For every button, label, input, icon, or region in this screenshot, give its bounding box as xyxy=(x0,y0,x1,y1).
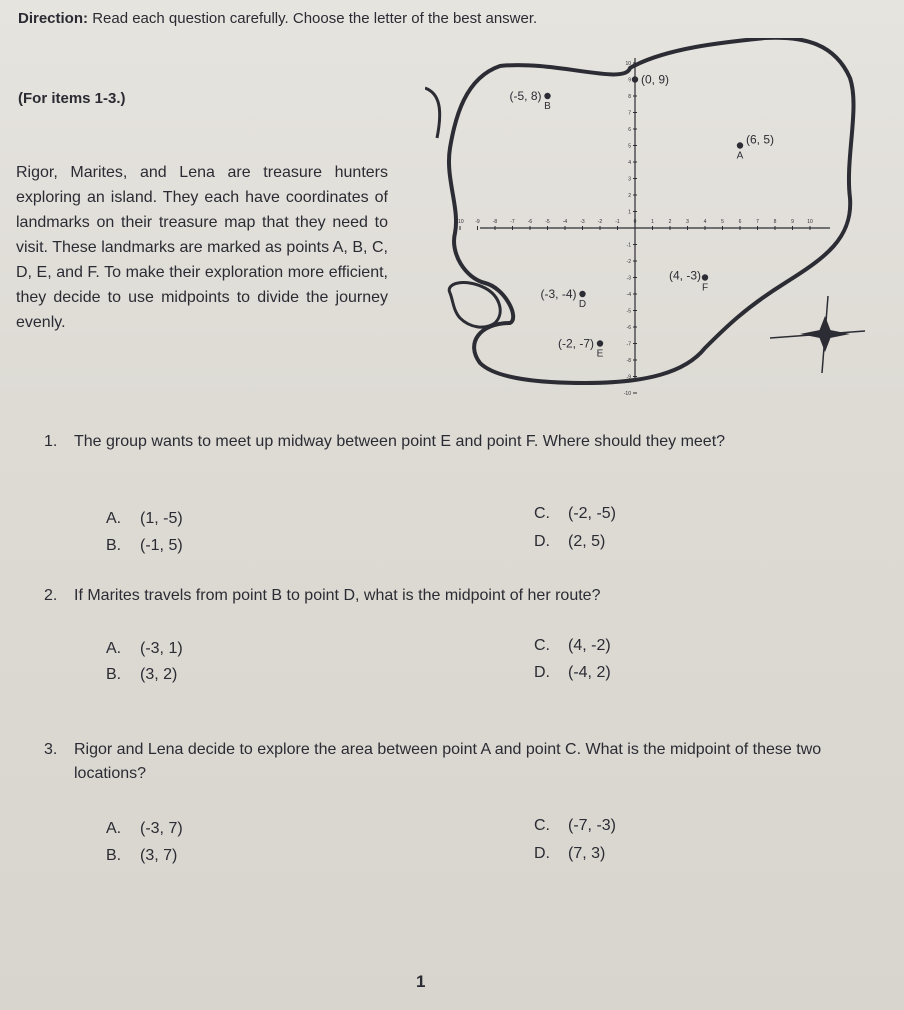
x-tick-label: -8 xyxy=(492,219,498,225)
y-tick-label: 1 xyxy=(628,209,631,216)
option-letter: B. xyxy=(106,847,122,864)
x-tick-label: -4 xyxy=(562,219,568,225)
point-letter: B xyxy=(544,101,551,112)
option-d[interactable] xyxy=(534,533,605,551)
option-letter: D. xyxy=(534,845,550,862)
x-tick-label: 0 xyxy=(633,219,637,225)
x-tick-label: 10 xyxy=(807,219,813,225)
x-tick-label: 5 xyxy=(721,219,724,225)
x-tick-label: -3 xyxy=(580,219,585,225)
x-tick-label: -9 xyxy=(475,219,480,225)
option-b[interactable] xyxy=(106,847,177,865)
option-value: (7, 3) xyxy=(568,845,606,862)
question-number: 2. xyxy=(44,587,58,604)
x-tick-label: -7 xyxy=(510,219,515,225)
point-c-dot xyxy=(632,76,638,82)
passage-text: Rigor, Marites, and Lena are treasure hunters exploring an island. They each have coordinates of landmarks on their treasure map that they need to visit. These landmarks are marked as points A, B, C, D, E, and F. To make their exploration more efficient, they decide to use midpoints to divide the journey evenly. xyxy=(16,164,388,331)
question-number: 1. xyxy=(44,433,58,450)
option-letter: A. xyxy=(106,510,122,527)
x-tick-label: 7 xyxy=(756,219,759,225)
option-letter: A. xyxy=(106,640,122,657)
x-tick-label: 6 xyxy=(738,219,742,225)
point-letter: E xyxy=(596,348,604,360)
point-coordinate: (0, 9) xyxy=(641,72,670,87)
items-heading: (For items 1-3.) xyxy=(18,90,126,107)
point-a-dot xyxy=(737,142,743,148)
x-tick-label: -1 xyxy=(615,219,620,225)
y-tick-label: -3 xyxy=(626,275,631,282)
point-f-dot xyxy=(702,274,708,280)
y-tick-label: 8 xyxy=(628,94,631,100)
question-number: 3. xyxy=(44,741,58,758)
option-letter: B. xyxy=(106,537,122,554)
option-letter: D. xyxy=(534,533,550,550)
treasure-map xyxy=(425,38,904,398)
x-tick-label: 2 xyxy=(668,219,672,225)
page-number: 1 xyxy=(416,972,426,991)
compass-icon xyxy=(770,296,865,373)
point-letter: A xyxy=(736,150,744,162)
option-c[interactable] xyxy=(534,637,611,655)
x-tick-label: -10 xyxy=(456,219,464,225)
x-tick-label: -5 xyxy=(545,219,550,225)
y-tick-label: 4 xyxy=(628,160,631,166)
option-value: (-1, 5) xyxy=(140,537,183,554)
lake-shape xyxy=(449,283,500,328)
y-tick-label: 9 xyxy=(628,77,631,84)
option-value: (2, 5) xyxy=(568,533,606,550)
directions xyxy=(18,10,537,27)
point-b-dot xyxy=(544,93,550,99)
y-tick-label: -7 xyxy=(626,341,631,348)
option-value: (-7, -3) xyxy=(568,817,616,834)
option-letter: C. xyxy=(534,637,550,654)
y-tick-label: -10 xyxy=(623,391,631,397)
option-a[interactable] xyxy=(106,510,183,528)
point-coordinate: (-2, -7) xyxy=(558,336,594,351)
x-tick-label: 8 xyxy=(773,219,777,225)
x-tick-label: 3 xyxy=(686,219,689,225)
point-coordinate: (6, 5) xyxy=(746,132,775,147)
map-points xyxy=(509,73,774,360)
option-letter: C. xyxy=(534,817,550,834)
x-tick-label: -2 xyxy=(597,219,603,225)
point-d-dot xyxy=(579,291,585,297)
point-coordinate: (-3, -4) xyxy=(540,287,577,301)
y-tick-label: 10 xyxy=(625,61,631,67)
option-c[interactable] xyxy=(534,817,616,835)
y-tick-label: -5 xyxy=(626,308,631,315)
option-value: (-4, 2) xyxy=(568,664,611,681)
point-letter: D xyxy=(578,299,587,310)
x-tick-label: -6 xyxy=(527,219,533,225)
directions-text: Read each question carefully. Choose the letter of the best answer. xyxy=(92,10,538,27)
option-a[interactable] xyxy=(106,640,183,658)
option-value: (3, 7) xyxy=(140,847,178,864)
option-letter: A. xyxy=(106,820,122,837)
bracket-mark xyxy=(425,88,440,138)
point-letter: F xyxy=(701,282,709,294)
option-value: (3, 2) xyxy=(140,666,178,683)
question-text: Rigor and Lena decide to explore the area between point A and point C. What is the midpoint of these two locations? xyxy=(74,741,822,782)
y-tick-label: 6 xyxy=(628,127,631,133)
point-e-dot xyxy=(597,340,603,346)
y-tick-label: 7 xyxy=(628,110,631,117)
option-b[interactable] xyxy=(106,537,183,555)
option-d[interactable] xyxy=(534,664,611,682)
y-tick-label: -6 xyxy=(626,325,631,331)
question-text: The group wants to meet up midway between point E and point F. Where should they meet? xyxy=(74,433,726,450)
option-letter: B. xyxy=(106,666,122,683)
y-tick-label: -8 xyxy=(626,358,631,364)
option-value: (1, -5) xyxy=(140,510,183,527)
option-value: (-2, -5) xyxy=(568,505,616,522)
y-tick-label: 2 xyxy=(628,193,631,199)
y-tick-label: 5 xyxy=(628,143,631,150)
option-value: (4, -2) xyxy=(568,637,611,654)
y-tick-label: -2 xyxy=(626,259,631,265)
option-letter: C. xyxy=(534,505,550,522)
option-c[interactable] xyxy=(534,505,616,523)
x-tick-label: 4 xyxy=(703,219,707,225)
option-value: (-3, 1) xyxy=(140,640,183,657)
y-tick-label: 3 xyxy=(628,176,631,183)
x-tick-label: 9 xyxy=(791,219,794,225)
option-value: (-3, 7) xyxy=(140,820,183,837)
point-coordinate: (-5, 8) xyxy=(509,89,542,103)
option-d[interactable] xyxy=(534,845,605,863)
option-a[interactable] xyxy=(106,820,183,838)
y-tick-label: -9 xyxy=(626,374,631,381)
directions-label: Direction: xyxy=(18,10,89,27)
y-tick-label: -1 xyxy=(626,242,631,249)
y-tick-label: -4 xyxy=(626,292,631,298)
option-letter: D. xyxy=(534,664,550,681)
option-b[interactable] xyxy=(106,666,177,684)
x-tick-label: 1 xyxy=(651,219,654,225)
point-coordinate: (4, -3) xyxy=(669,268,702,283)
question-text: If Marites travels from point B to point D, what is the midpoint of her route? xyxy=(74,587,601,604)
